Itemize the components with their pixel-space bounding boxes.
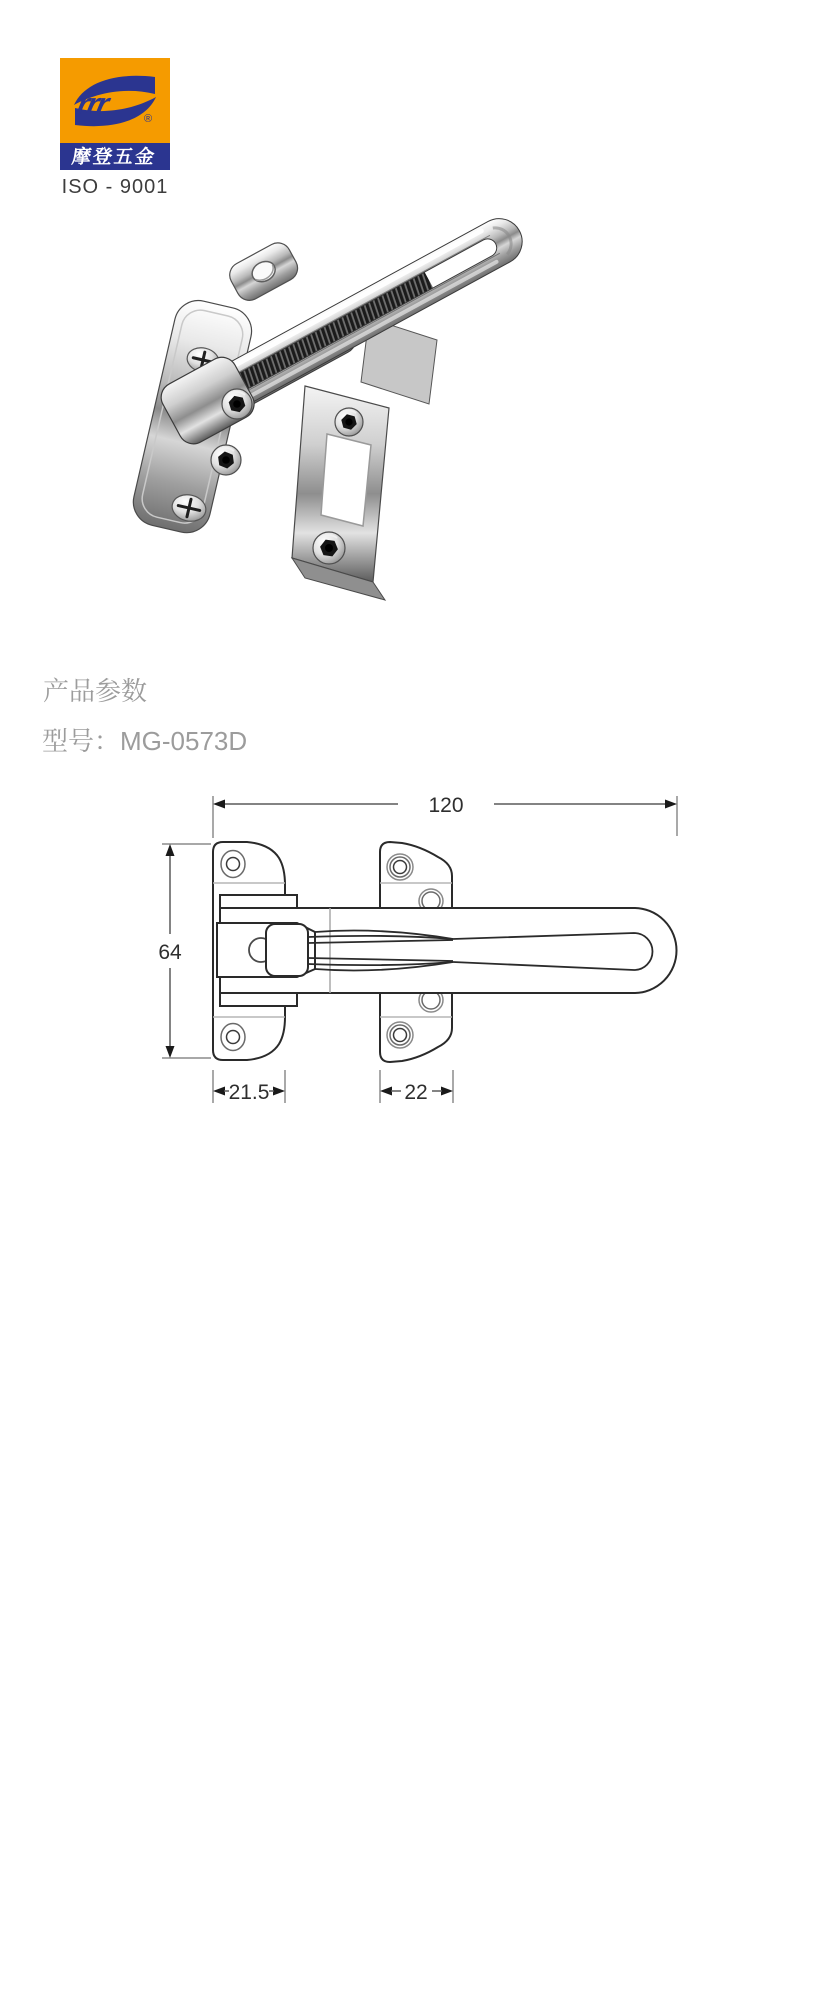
drawing-swing-bar (217, 895, 677, 1006)
dimension-width (213, 794, 677, 838)
dimension-height (158, 844, 211, 1058)
hex-socket-screw (222, 389, 252, 419)
dimension-catch-plate-width (380, 1070, 453, 1104)
dim-label-height: 64 (158, 941, 182, 964)
dimension-left-plate-width (213, 1070, 285, 1104)
dim-label-catch-plate: 22 (404, 1081, 428, 1104)
model-row (42, 721, 247, 758)
registered-trademark-icon: ® (144, 113, 153, 125)
brand-name-cn: 摩登五金 (70, 147, 158, 168)
hex-socket-screw (211, 445, 241, 475)
dim-label-left-plate: 21.5 (228, 1081, 270, 1104)
catch-lug (225, 238, 302, 305)
dim-label-width: 120 (428, 794, 464, 817)
hex-socket-screw (335, 408, 363, 436)
model-label: 型号： (42, 726, 121, 756)
hex-socket-screw (313, 532, 345, 564)
technical-drawing (120, 780, 720, 1115)
model-value: MG-0573D (120, 726, 248, 756)
product-photo (125, 190, 555, 610)
brand-logo (60, 58, 170, 170)
logo-emblem-letters: rrr (74, 88, 111, 121)
iso-certification-label: ISO - 9001 (61, 176, 169, 198)
section-title: 产品参数 (43, 676, 148, 706)
